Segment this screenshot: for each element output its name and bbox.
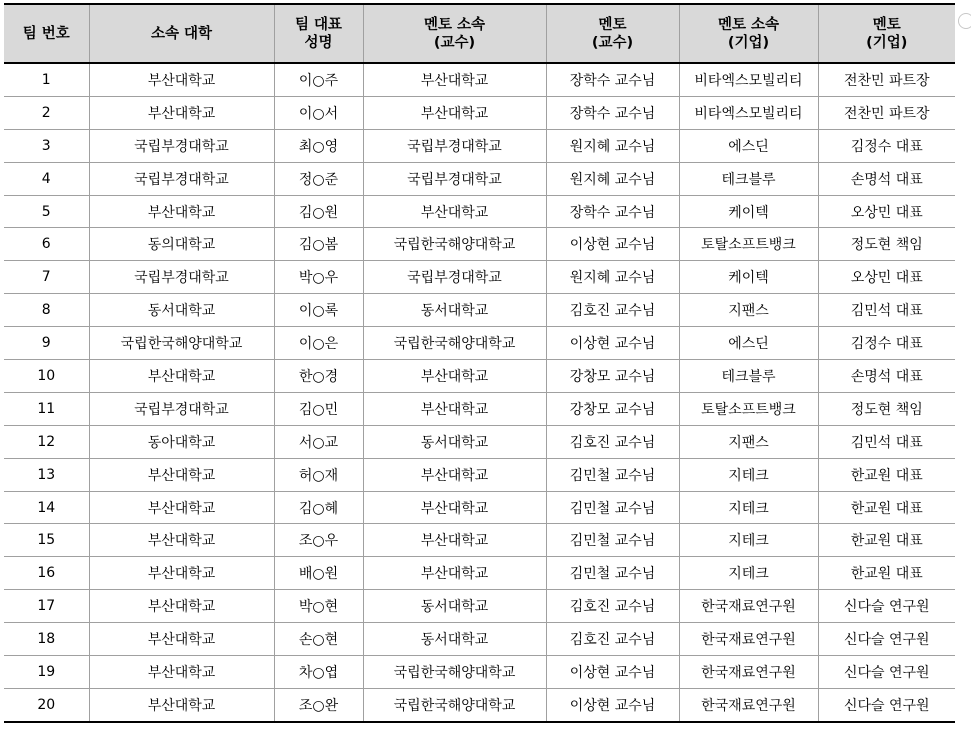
cell-team-leader: 김○민 <box>274 392 363 425</box>
cell-team-number: 14 <box>4 491 89 524</box>
cell-company-affiliation: 케이텍 <box>679 195 818 228</box>
header-team-number: 팀 번호 <box>4 4 89 63</box>
cell-professor-affiliation: 국립부경대학교 <box>363 129 546 162</box>
cell-university: 부산대학교 <box>89 63 274 96</box>
cell-team-leader: 이○록 <box>274 294 363 327</box>
cell-professor-mentor: 원지혜 교수님 <box>546 129 679 162</box>
cell-company-mentor: 정도현 책임 <box>818 392 955 425</box>
cell-university: 부산대학교 <box>89 590 274 623</box>
cell-professor-mentor: 김민철 교수님 <box>546 524 679 557</box>
cell-professor-affiliation: 국립한국해양대학교 <box>363 228 546 261</box>
table-row <box>4 524 955 557</box>
cell-university: 부산대학교 <box>89 688 274 721</box>
cell-company-mentor: 신다슬 연구원 <box>818 623 955 656</box>
corner-circle-mark <box>958 13 971 29</box>
cell-professor-affiliation: 부산대학교 <box>363 524 546 557</box>
cell-university: 동서대학교 <box>89 294 274 327</box>
header-team-leader: 팀 대표 성명 <box>274 4 363 63</box>
cell-team-number: 20 <box>4 688 89 721</box>
cell-professor-mentor: 원지혜 교수님 <box>546 261 679 294</box>
cell-team-number: 15 <box>4 524 89 557</box>
table-header <box>4 4 955 63</box>
cell-team-leader: 김○봄 <box>274 228 363 261</box>
table-row <box>4 228 955 261</box>
cell-company-mentor: 손명석 대표 <box>818 360 955 393</box>
cell-company-mentor: 한교원 대표 <box>818 557 955 590</box>
cell-company-affiliation: 테크블루 <box>679 162 818 195</box>
table-row <box>4 557 955 590</box>
cell-team-leader: 손○현 <box>274 623 363 656</box>
cell-professor-affiliation: 동서대학교 <box>363 425 546 458</box>
cell-university: 국립부경대학교 <box>89 392 274 425</box>
table-row <box>4 590 955 623</box>
cell-company-affiliation: 케이텍 <box>679 261 818 294</box>
table-row <box>4 491 955 524</box>
table-row <box>4 96 955 129</box>
cell-professor-affiliation: 부산대학교 <box>363 63 546 96</box>
cell-professor-affiliation: 국립한국해양대학교 <box>363 688 546 721</box>
cell-team-leader: 박○우 <box>274 261 363 294</box>
cell-professor-affiliation: 부산대학교 <box>363 557 546 590</box>
cell-team-number: 6 <box>4 228 89 261</box>
cell-team-number: 8 <box>4 294 89 327</box>
cell-team-number: 2 <box>4 96 89 129</box>
cell-team-leader: 정○준 <box>274 162 363 195</box>
cell-team-number: 9 <box>4 327 89 360</box>
cell-company-mentor: 김정수 대표 <box>818 327 955 360</box>
table-row <box>4 327 955 360</box>
table-row <box>4 129 955 162</box>
header-professor-affiliation: 멘토 소속 (교수) <box>363 4 546 63</box>
cell-company-mentor: 손명석 대표 <box>818 162 955 195</box>
header-professor-mentor: 멘토 (교수) <box>546 4 679 63</box>
cell-professor-mentor: 김호진 교수님 <box>546 623 679 656</box>
table-row <box>4 162 955 195</box>
cell-professor-mentor: 김민철 교수님 <box>546 491 679 524</box>
table-row <box>4 425 955 458</box>
cell-company-affiliation: 한국재료연구원 <box>679 590 818 623</box>
cell-company-mentor: 신다슬 연구원 <box>818 656 955 689</box>
cell-professor-mentor: 김호진 교수님 <box>546 590 679 623</box>
cell-professor-affiliation: 국립부경대학교 <box>363 261 546 294</box>
cell-professor-affiliation: 부산대학교 <box>363 392 546 425</box>
table-row <box>4 458 955 491</box>
cell-company-affiliation: 지테크 <box>679 524 818 557</box>
cell-team-leader: 김○혜 <box>274 491 363 524</box>
cell-company-mentor: 전찬민 파트장 <box>818 63 955 96</box>
cell-professor-mentor: 이상현 교수님 <box>546 688 679 721</box>
cell-company-mentor: 김민석 대표 <box>818 294 955 327</box>
cell-team-number: 5 <box>4 195 89 228</box>
cell-company-mentor: 한교원 대표 <box>818 458 955 491</box>
cell-team-leader: 김○원 <box>274 195 363 228</box>
cell-professor-mentor: 이상현 교수님 <box>546 656 679 689</box>
cell-team-leader: 서○교 <box>274 425 363 458</box>
cell-university: 국립부경대학교 <box>89 162 274 195</box>
cell-company-affiliation: 에스딘 <box>679 327 818 360</box>
cell-university: 동의대학교 <box>89 228 274 261</box>
cell-professor-affiliation: 부산대학교 <box>363 360 546 393</box>
cell-team-leader: 차○엽 <box>274 656 363 689</box>
cell-university: 국립부경대학교 <box>89 129 274 162</box>
cell-team-leader: 이○서 <box>274 96 363 129</box>
table-row <box>4 688 955 721</box>
cell-professor-affiliation: 동서대학교 <box>363 294 546 327</box>
cell-professor-affiliation: 동서대학교 <box>363 623 546 656</box>
table-row <box>4 623 955 656</box>
header-university: 소속 대학 <box>89 4 274 63</box>
cell-company-affiliation: 토탈소프트뱅크 <box>679 228 818 261</box>
cell-company-mentor: 오상민 대표 <box>818 195 955 228</box>
cell-university: 부산대학교 <box>89 557 274 590</box>
cell-company-affiliation: 지팬스 <box>679 294 818 327</box>
cell-team-number: 7 <box>4 261 89 294</box>
cell-team-number: 17 <box>4 590 89 623</box>
cell-company-mentor: 김민석 대표 <box>818 425 955 458</box>
cell-team-number: 13 <box>4 458 89 491</box>
table-row <box>4 294 955 327</box>
cell-team-number: 12 <box>4 425 89 458</box>
header-company-mentor: 멘토 (기업) <box>818 4 955 63</box>
cell-university: 국립한국해양대학교 <box>89 327 274 360</box>
cell-team-number: 16 <box>4 557 89 590</box>
cell-team-leader: 배○원 <box>274 557 363 590</box>
cell-professor-mentor: 김호진 교수님 <box>546 294 679 327</box>
cell-university: 동아대학교 <box>89 425 274 458</box>
cell-company-mentor: 김정수 대표 <box>818 129 955 162</box>
cell-professor-mentor: 강창모 교수님 <box>546 392 679 425</box>
cell-team-leader: 박○현 <box>274 590 363 623</box>
cell-professor-mentor: 장학수 교수님 <box>546 195 679 228</box>
mentor-assignment-table <box>4 3 955 723</box>
cell-professor-mentor: 김민철 교수님 <box>546 458 679 491</box>
cell-university: 부산대학교 <box>89 623 274 656</box>
cell-university: 부산대학교 <box>89 491 274 524</box>
cell-professor-mentor: 이상현 교수님 <box>546 228 679 261</box>
cell-professor-mentor: 장학수 교수님 <box>546 63 679 96</box>
table-row <box>4 63 955 96</box>
cell-professor-affiliation: 부산대학교 <box>363 491 546 524</box>
cell-company-affiliation: 토탈소프트뱅크 <box>679 392 818 425</box>
cell-company-mentor: 오상민 대표 <box>818 261 955 294</box>
cell-professor-mentor: 김민철 교수님 <box>546 557 679 590</box>
header-row <box>4 4 955 63</box>
cell-company-affiliation: 지테크 <box>679 458 818 491</box>
cell-professor-mentor: 장학수 교수님 <box>546 96 679 129</box>
cell-company-affiliation: 테크블루 <box>679 360 818 393</box>
cell-company-affiliation: 지팬스 <box>679 425 818 458</box>
cell-team-leader: 이○은 <box>274 327 363 360</box>
cell-team-leader: 허○재 <box>274 458 363 491</box>
cell-company-affiliation: 지테크 <box>679 491 818 524</box>
cell-team-leader: 한○경 <box>274 360 363 393</box>
cell-team-number: 10 <box>4 360 89 393</box>
cell-university: 국립부경대학교 <box>89 261 274 294</box>
cell-company-affiliation: 에스딘 <box>679 129 818 162</box>
cell-professor-affiliation: 국립한국해양대학교 <box>363 327 546 360</box>
cell-professor-affiliation: 동서대학교 <box>363 590 546 623</box>
cell-team-number: 1 <box>4 63 89 96</box>
cell-team-number: 18 <box>4 623 89 656</box>
cell-company-affiliation: 비타엑스모빌리티 <box>679 96 818 129</box>
cell-professor-mentor: 강창모 교수님 <box>546 360 679 393</box>
cell-company-mentor: 신다슬 연구원 <box>818 590 955 623</box>
cell-company-affiliation: 비타엑스모빌리티 <box>679 63 818 96</box>
cell-professor-mentor: 원지혜 교수님 <box>546 162 679 195</box>
cell-team-number: 4 <box>4 162 89 195</box>
cell-company-mentor: 한교원 대표 <box>818 491 955 524</box>
cell-company-affiliation: 한국재료연구원 <box>679 688 818 721</box>
cell-company-affiliation: 한국재료연구원 <box>679 656 818 689</box>
table-row <box>4 261 955 294</box>
cell-university: 부산대학교 <box>89 656 274 689</box>
cell-company-affiliation: 한국재료연구원 <box>679 623 818 656</box>
cell-team-number: 19 <box>4 656 89 689</box>
table-row <box>4 656 955 689</box>
cell-professor-affiliation: 국립한국해양대학교 <box>363 656 546 689</box>
cell-company-mentor: 전찬민 파트장 <box>818 96 955 129</box>
cell-university: 부산대학교 <box>89 458 274 491</box>
cell-team-number: 11 <box>4 392 89 425</box>
table-row <box>4 360 955 393</box>
cell-company-affiliation: 지테크 <box>679 557 818 590</box>
cell-company-mentor: 신다슬 연구원 <box>818 688 955 721</box>
cell-team-leader: 이○주 <box>274 63 363 96</box>
table-row <box>4 195 955 228</box>
cell-university: 부산대학교 <box>89 524 274 557</box>
cell-university: 부산대학교 <box>89 96 274 129</box>
cell-team-number: 3 <box>4 129 89 162</box>
table-row <box>4 392 955 425</box>
table-body <box>4 63 955 722</box>
cell-university: 부산대학교 <box>89 195 274 228</box>
cell-team-leader: 조○우 <box>274 524 363 557</box>
cell-professor-affiliation: 부산대학교 <box>363 195 546 228</box>
cell-university: 부산대학교 <box>89 360 274 393</box>
cell-professor-affiliation: 국립부경대학교 <box>363 162 546 195</box>
cell-professor-mentor: 김호진 교수님 <box>546 425 679 458</box>
header-company-affiliation: 멘토 소속 (기업) <box>679 4 818 63</box>
cell-company-mentor: 정도현 책임 <box>818 228 955 261</box>
cell-team-leader: 최○영 <box>274 129 363 162</box>
cell-professor-affiliation: 부산대학교 <box>363 96 546 129</box>
cell-professor-mentor: 이상현 교수님 <box>546 327 679 360</box>
cell-professor-affiliation: 부산대학교 <box>363 458 546 491</box>
cell-company-mentor: 한교원 대표 <box>818 524 955 557</box>
cell-team-leader: 조○완 <box>274 688 363 721</box>
